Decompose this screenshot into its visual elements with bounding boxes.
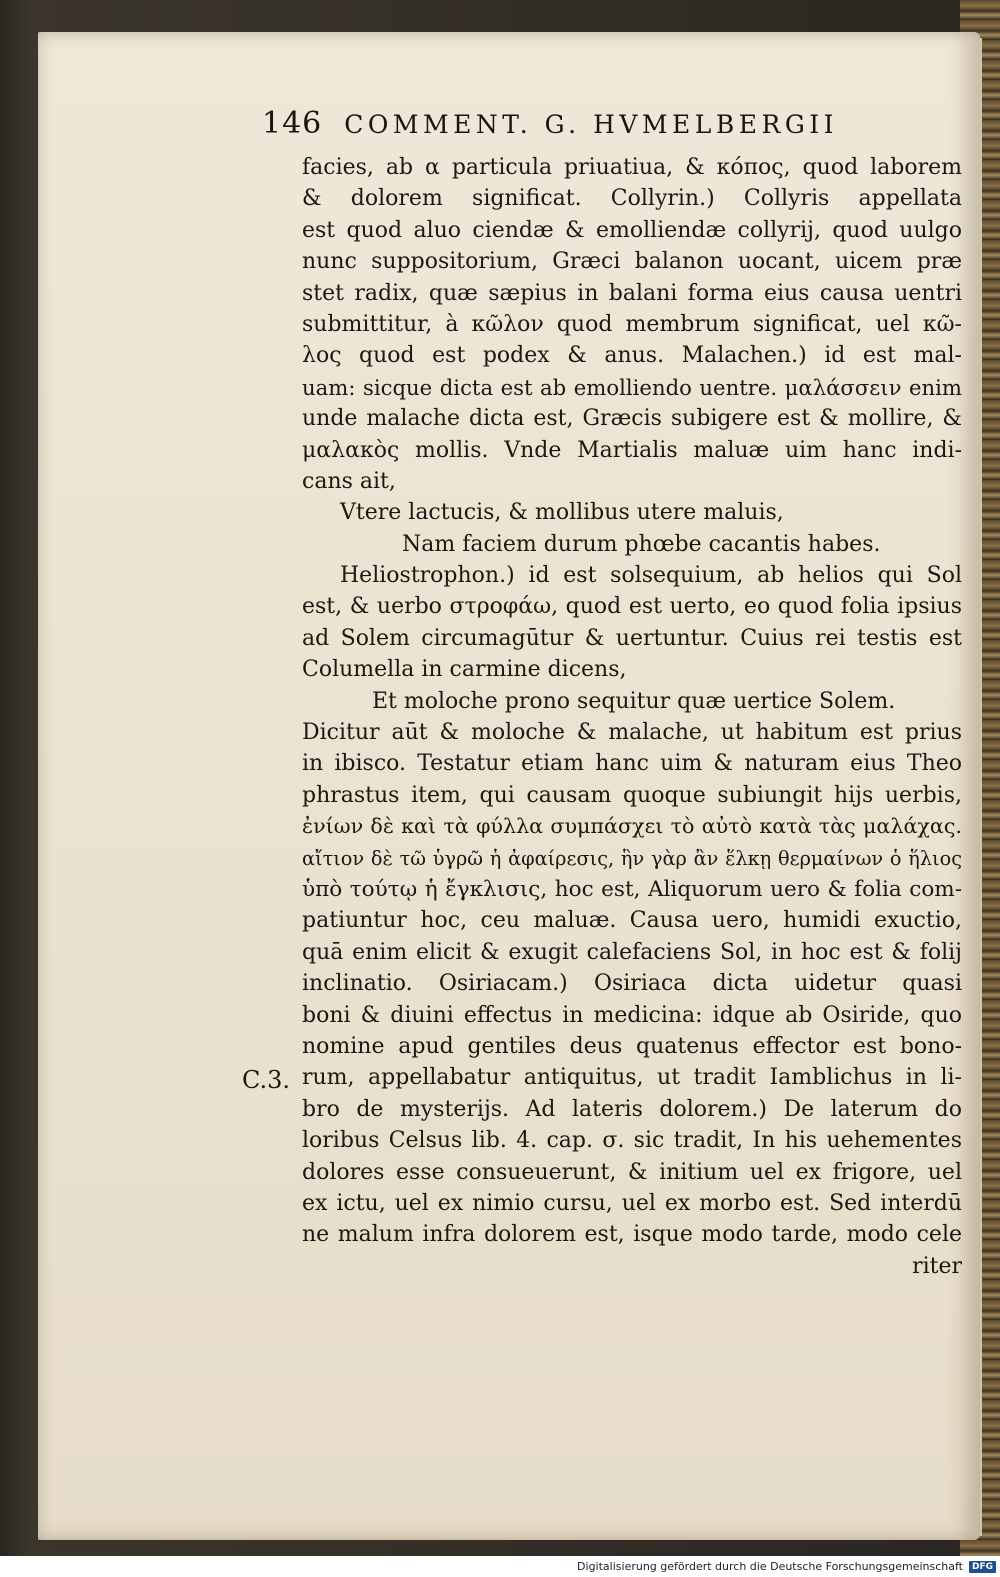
text-line: unde malache dicta est, Græcis subigere est & mollire, & — [302, 406, 962, 432]
text-line: bro de mysterijs. Ad lateris dolorem.) De laterum do — [302, 1096, 962, 1122]
text-line: ex ictu, uel ex nimio cursu, uel ex morbo est. Sed interdū — [302, 1190, 962, 1216]
margin-note: C.3. — [242, 1066, 291, 1094]
greek-line: αἴτιον δὲ τῶ ὑγρῶ ἡ ἀφαίρεσις, ἣν γὰρ ἂν ἕλκῃ θερμαίνων ὁ ἥλιος — [302, 846, 962, 870]
text-line: inclinatio. Osiriacam.) Osiriaca dicta uidetur quasi — [302, 971, 962, 997]
catchword: riter — [912, 1253, 962, 1279]
text-line: boni & diuini effectus in medicina: idque ab Osiride, quo — [302, 1002, 962, 1028]
body-text — [302, 152, 962, 1282]
text-line: nunc suppositorium, Græci balanon uocant, uicem præ — [302, 249, 962, 275]
text-line: stet radix, quæ sæpius in balani forma eius causa uentri — [302, 280, 962, 306]
text-line: cans ait, — [302, 468, 396, 494]
footer-bar — [0, 1556, 1000, 1577]
text-line: facies, ab α particula priuatiua, & κόπος, quod laborem — [302, 155, 962, 180]
greek-line: ἐνίων δὲ καὶ τὰ φύλλα συμπάσχει τὸ αὐτὸ κατὰ τὰς μαλάχας. — [302, 814, 962, 839]
text-line: patiuntur hoc, ceu maluæ. Causa uero, humidi exuctio, — [302, 908, 962, 934]
running-head: COMMENT. G. HVMELBERGII — [344, 110, 839, 139]
page-number: 146 — [262, 106, 323, 141]
text-line: ne malum infra dolorem est, isque modo tarde, modo cele — [302, 1222, 962, 1248]
verse-line: Vtere lactucis, & mollibus utere maluis, — [340, 500, 784, 526]
text-line: quā enim elicit & exugit calefaciens Sol, in hoc est & folij — [302, 939, 962, 965]
text-line: est, & uerbo στροφάω, quod est uerto, eo quod folia ipsius — [302, 594, 962, 620]
dfg-logo: DFG — [969, 1561, 996, 1573]
text-line: uam: sicque dicta est ab emolliendo uentre. μαλάσσειν enim — [302, 374, 962, 400]
verse-line: Nam faciem durum phœbe cacantis habes. — [402, 531, 881, 557]
footer-credit: Digitalisierung gefördert durch die Deutsche Forschungsgemeinschaft — [577, 1560, 963, 1573]
text-line: dolores esse consueuerunt, & initium uel ex frigore, uel — [302, 1159, 962, 1185]
text-line: ad Solem circumagūtur & uertuntur. Cuius rei testis est — [302, 625, 962, 651]
text-line: μαλακὸς mollis. Vnde Martialis maluæ uim hanc indi- — [302, 437, 962, 463]
page-header — [262, 106, 902, 152]
text-line: Columella in carmine dicens, — [302, 657, 627, 683]
text-line: Dicitur aūt & moloche & malache, ut habitum est prius — [302, 720, 962, 746]
text-line: & dolorem significat. Collyrin.) Collyris appellata — [302, 186, 962, 212]
text-line: nomine apud gentiles deus quatenus effector est bono- — [302, 1033, 962, 1059]
text-line: in ibisco. Testatur etiam hanc uim & naturam eius Theo — [302, 751, 962, 777]
text-line: Heliostrophon.) id est solsequium, ab helios qui Sol — [340, 563, 962, 589]
text-line: ὑπὸ τούτῳ ἡ ἔγκλισις, hoc est, Aliquorum uero & folia com- — [302, 876, 962, 902]
text-line: phrastus item, qui causam quoque subiungit hijs uerbis, — [302, 782, 962, 808]
text-line: submittitur, à κῶλον quod membrum significat, uel κῶ- — [302, 311, 962, 337]
text-line: loribus Celsus lib. 4. cap. σ. sic tradit, In his uehementes — [302, 1128, 962, 1154]
text-line: λος quod est podex & anus. Malachen.) id est mal- — [302, 343, 962, 369]
verse-line: Et moloche prono sequitur quæ uertice Solem. — [372, 688, 896, 714]
text-line: rum, appellabatur antiquitus, ut tradit Iamblichus in li- — [302, 1065, 962, 1091]
text-line: est quod aluo ciendæ & emolliendæ collyrij, quod uulgo — [302, 217, 962, 243]
